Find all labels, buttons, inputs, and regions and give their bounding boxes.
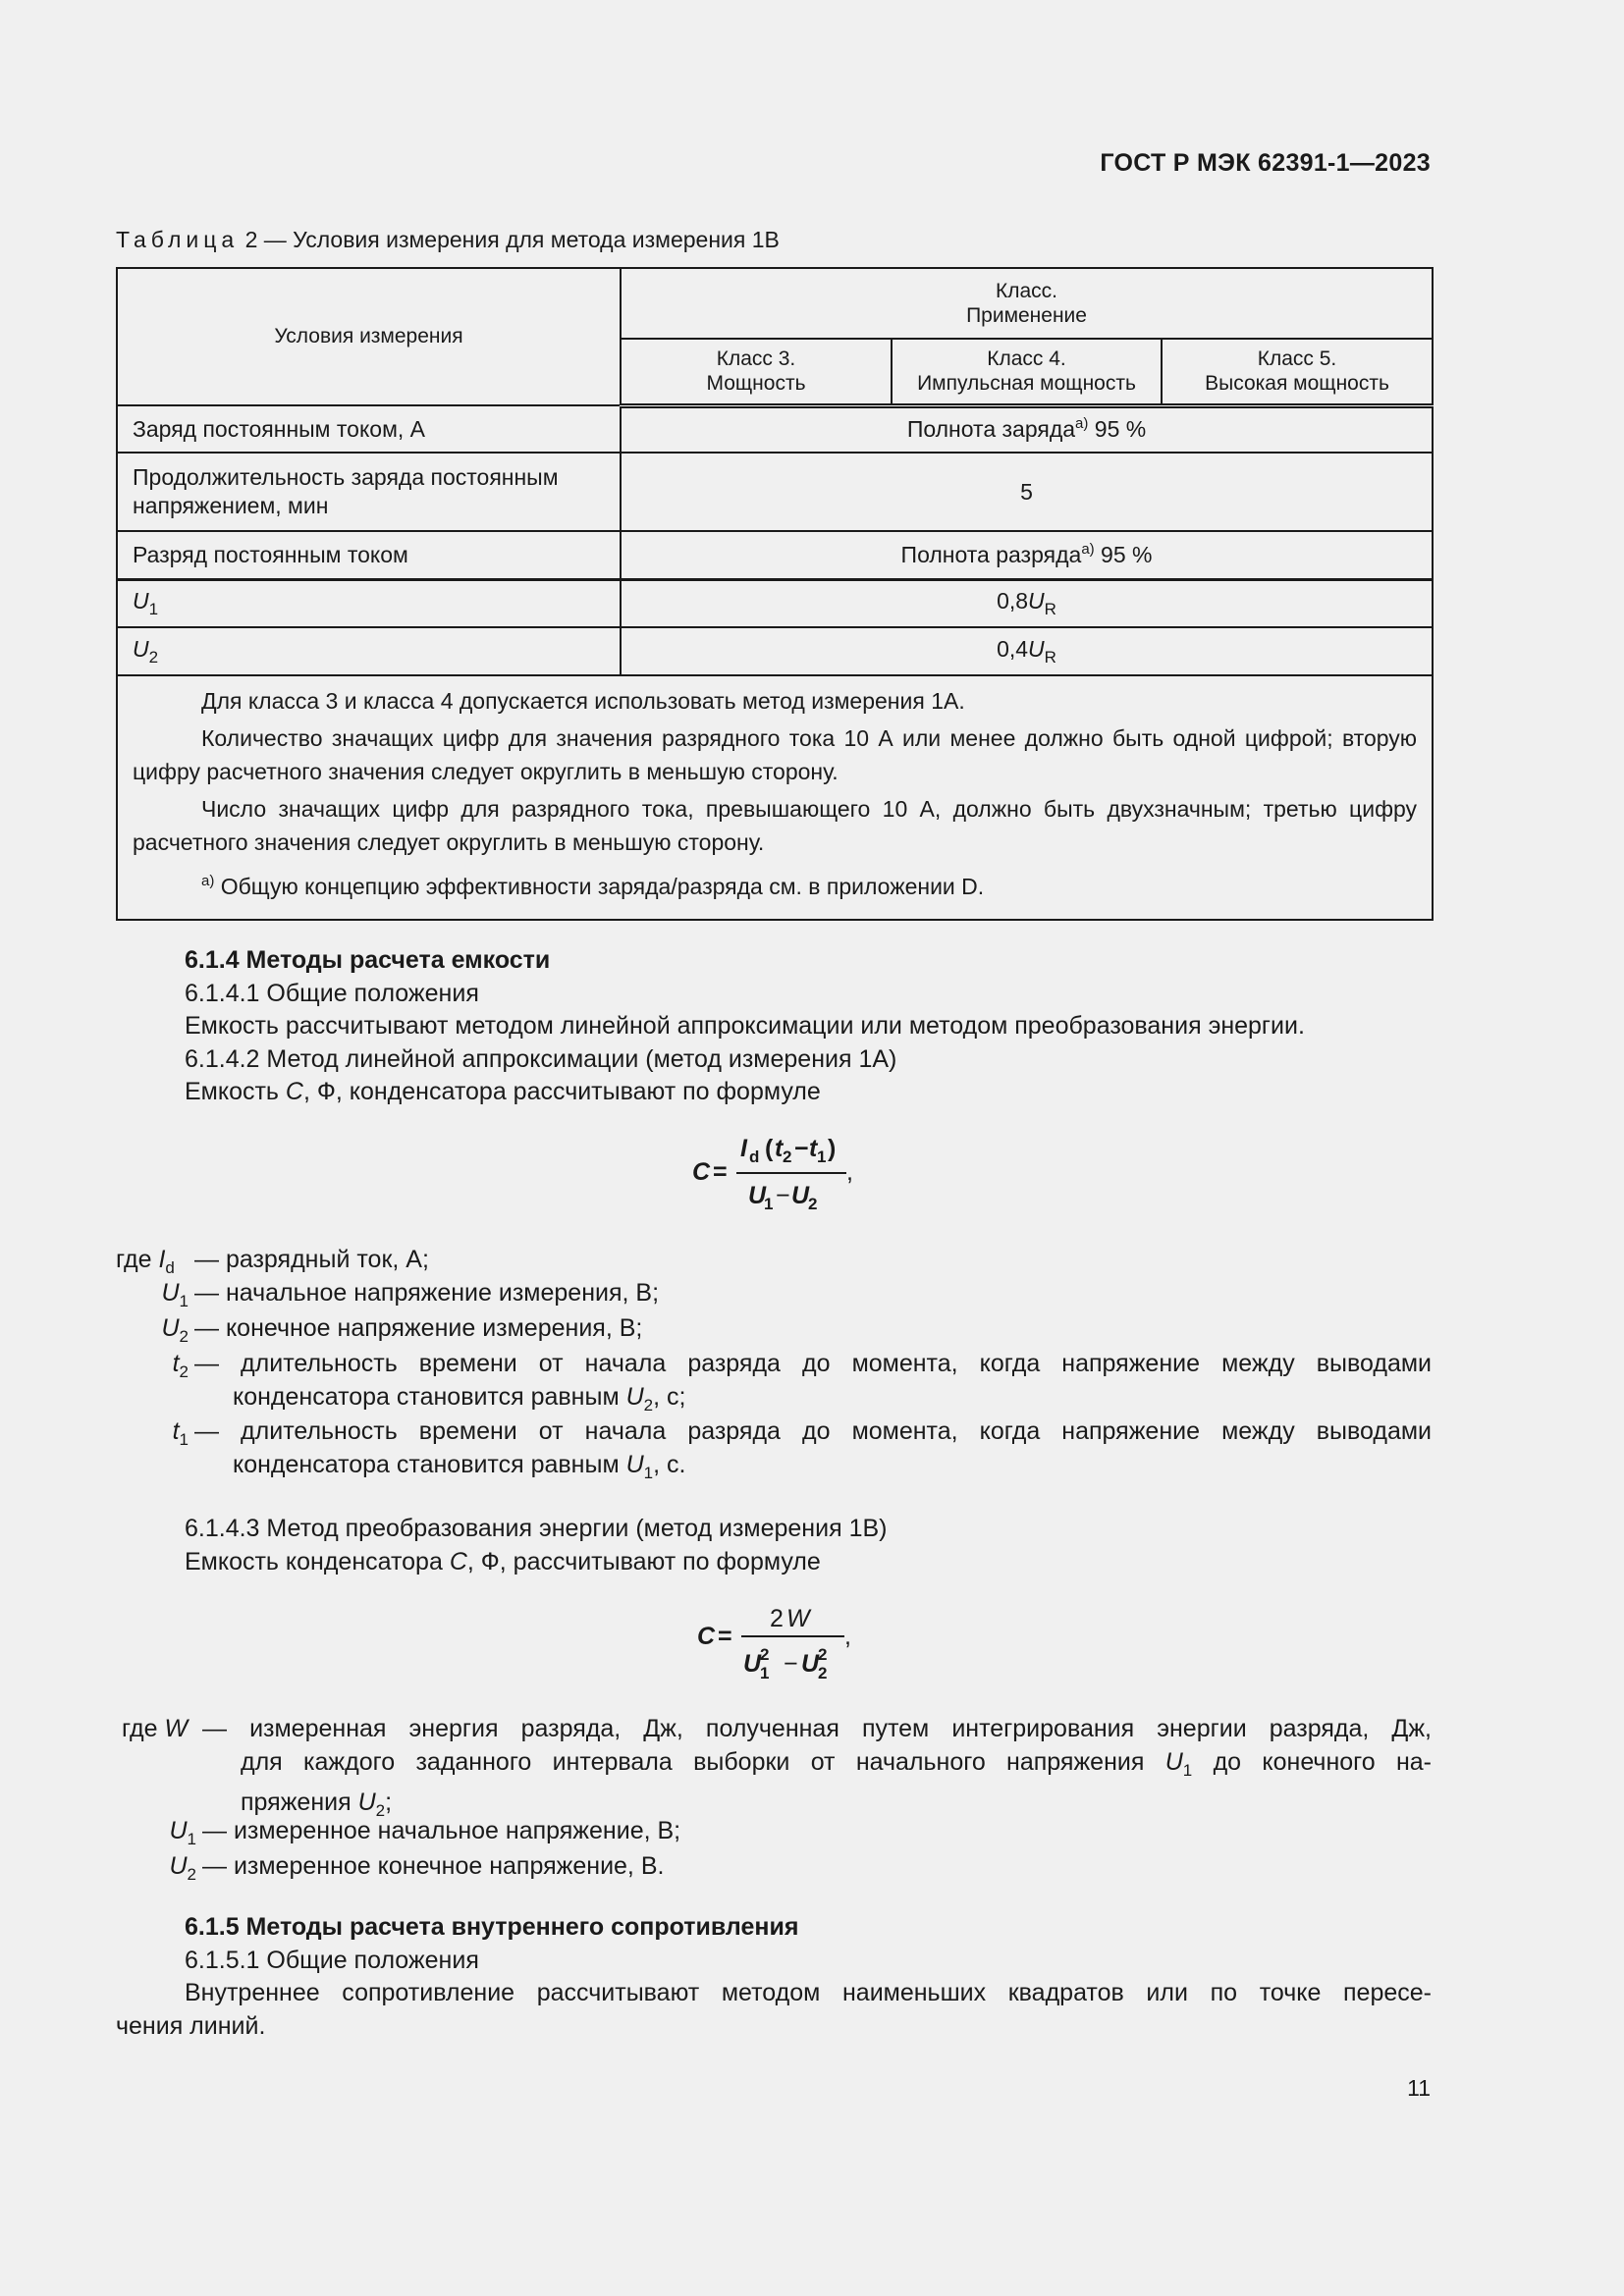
- section-heading: 6.1.4 Методы расчета емкости: [185, 946, 551, 974]
- definition-item: [116, 1713, 1432, 1820]
- definition-text: — конечное напряжение измерения, В;: [194, 1314, 643, 1342]
- capacitance-formula-energy: [682, 1595, 918, 1693]
- section-6-1-4: [116, 944, 1432, 1109]
- svg-text:t: t: [809, 1135, 818, 1162]
- definition-item: [116, 1277, 1432, 1312]
- table-footnote: $^{а)}$ Общую концепцию эффективности заряда/разряда см. в приложении D.: [201, 873, 985, 899]
- svg-text:(: (: [765, 1135, 774, 1162]
- definition-term: $U_2$: [169, 1852, 196, 1884]
- svg-text:−: −: [794, 1135, 809, 1162]
- subsection-heading: 6.1.4.3 Метод преобразования энергии (метод измерения 1В): [185, 1515, 888, 1542]
- table-notes-row: [117, 675, 1433, 920]
- page-number: 11: [1407, 2075, 1431, 2101]
- table-caption-word: Таблица: [116, 227, 240, 252]
- svg-text:2: 2: [808, 1195, 818, 1213]
- table-row: [117, 579, 1433, 627]
- subsection-heading: 6.1.5.1 Общие положения: [185, 1946, 479, 1974]
- table-caption: [116, 227, 780, 253]
- definition-term: $U_1$: [169, 1817, 196, 1848]
- definition-item: [116, 1312, 1432, 1348]
- paragraph: Внутреннее сопротивление рассчитывают методом наименьших квадратов или по точке пересе-: [185, 1979, 1432, 2006]
- svg-text:−: −: [784, 1650, 798, 1678]
- row-label: Продолжительность заряда постоянным напряжением, мин: [117, 453, 621, 531]
- definition-item: [116, 1850, 1432, 1886]
- row-label: $U_1$: [117, 579, 621, 627]
- definition-term: где $I_d$: [116, 1246, 175, 1277]
- table-row: [117, 627, 1433, 675]
- section-6-1-5: [116, 1911, 1432, 2043]
- definition-term: $t_2$: [172, 1350, 189, 1381]
- header-class-5: Класс 5. Высокая мощность: [1162, 339, 1433, 405]
- definition-text: — разрядный ток, А;: [194, 1246, 429, 1273]
- definition-text: — измеренная энергия разряда, Дж, полученная путем интегрирования энергии разряда, Дж, для каждого заданного интервала выборки от начального напряжения $U_1$ до конечного на- пряжения $U_2$;: [202, 1715, 1432, 1820]
- header-class-group: Класс. Применение: [621, 268, 1433, 339]
- svg-text:C: C: [692, 1158, 711, 1186]
- svg-text:U: U: [748, 1182, 767, 1209]
- definition-text: — измеренное конечное напряжение, В.: [202, 1852, 665, 1880]
- subsection-heading: 6.1.4.2 Метод линейной аппроксимации (метод измерения 1А): [185, 1044, 897, 1073]
- row-label: Разряд постоянным током: [117, 531, 621, 579]
- section-heading: 6.1.5 Методы расчета внутреннего сопротивления: [185, 1913, 799, 1941]
- capacitance-formula-linear: [677, 1119, 913, 1217]
- definition-term: $U_1$: [161, 1279, 189, 1310]
- svg-text:d: d: [749, 1148, 760, 1166]
- definition-text: — измеренное начальное напряжение, В;: [202, 1817, 681, 1844]
- definition-item: [116, 1815, 1432, 1850]
- definition-text: — длительность времени от начала разряда до момента, когда напряжение между выводами конденсатора становится равным $U_2$, с;: [194, 1350, 1432, 1415]
- definition-item: [116, 1348, 1432, 1415]
- svg-text:2: 2: [818, 1645, 828, 1664]
- row-value: 5: [621, 453, 1433, 531]
- table-caption-title: 2 — Условия измерения для метода измерения 1В: [244, 227, 780, 252]
- svg-text:U: U: [791, 1182, 810, 1209]
- header-class-4: Класс 4. Импульсная мощность: [892, 339, 1162, 405]
- paragraph: Емкость C, Ф, конденсатора рассчитывают по формуле: [185, 1078, 821, 1105]
- table-note: Число значащих цифр для разрядного тока, превышающего 10 А, должно быть двухзначным; третью цифру расчетного значения следует округлить в меньшую сторону.: [133, 796, 1418, 855]
- row-label: $U_2$: [117, 627, 621, 675]
- section-6-1-4-3: [116, 1513, 1432, 1578]
- document-code: ГОСТ Р МЭК 62391-1—2023: [1100, 149, 1431, 177]
- svg-text:,: ,: [846, 1158, 853, 1186]
- svg-text:,: ,: [844, 1623, 851, 1650]
- svg-text:U: U: [743, 1650, 762, 1678]
- svg-text:t: t: [775, 1135, 784, 1162]
- definitions-formula-2: [116, 1713, 1432, 1886]
- table-row: [117, 453, 1433, 531]
- paragraph: Емкость конденсатора C, Ф, рассчитывают по формуле: [185, 1547, 821, 1575]
- table-note: Количество значащих цифр для значения разрядного тока 10 А или менее должно быть одной цифрой; вторую цифру расчетного значения следует округлить в меньшую сторону.: [133, 725, 1418, 784]
- svg-text:1: 1: [817, 1148, 827, 1166]
- svg-text:2: 2: [818, 1664, 828, 1682]
- svg-text:−: −: [776, 1182, 790, 1209]
- svg-text:2: 2: [783, 1148, 792, 1166]
- header-conditions: Условия измерения: [117, 268, 621, 405]
- row-value: Полнота разряда$^{а)}$ 95 %: [621, 531, 1433, 579]
- row-value: $0,4U_R$: [621, 627, 1433, 675]
- definitions-formula-1: [116, 1244, 1432, 1483]
- svg-text:U: U: [801, 1650, 820, 1678]
- svg-text:=: =: [718, 1623, 732, 1650]
- definition-term: где W: [122, 1715, 189, 1742]
- definition-text: — начальное напряжение измерения, В;: [194, 1279, 660, 1307]
- svg-text:2: 2: [760, 1645, 770, 1664]
- definition-term: $U_2$: [161, 1314, 189, 1346]
- svg-text:1: 1: [764, 1195, 774, 1213]
- svg-text:=: =: [713, 1158, 728, 1186]
- row-label: Заряд постоянным током, А: [117, 405, 621, 453]
- row-value: Полнота заряда$^{а)}$ 95 %: [621, 405, 1433, 453]
- table-notes: [117, 675, 1433, 920]
- svg-text:1: 1: [760, 1664, 770, 1682]
- svg-text:C: C: [697, 1623, 716, 1650]
- svg-text:2: 2: [770, 1605, 784, 1632]
- definition-term: $t_1$: [172, 1417, 189, 1449]
- table-row: [117, 531, 1433, 579]
- definition-item: [116, 1244, 1432, 1277]
- subsection-heading: 6.1.4.1 Общие положения: [185, 979, 479, 1007]
- definition-text: — длительность времени от начала разряда до момента, когда напряжение между выводами конденсатора становится равным $U_1$, с.: [194, 1417, 1432, 1482]
- table-row: [117, 405, 1433, 453]
- svg-text:): ): [828, 1135, 837, 1162]
- table-note: Для класса 3 и класса 4 допускается использовать метод измерения 1А.: [201, 688, 965, 714]
- header-class-3: Класс 3. Мощность: [621, 339, 892, 405]
- definition-item: [116, 1415, 1432, 1483]
- svg-text:I: I: [740, 1135, 747, 1162]
- paragraph: Емкость рассчитывают методом линейной аппроксимации или методом преобразования энергии.: [185, 1012, 1305, 1040]
- row-value: $0,8U_R$: [621, 579, 1433, 627]
- paragraph-continuation: чения линий.: [116, 2011, 266, 2040]
- svg-text:W: W: [786, 1605, 810, 1632]
- measurement-conditions-table: [116, 267, 1434, 921]
